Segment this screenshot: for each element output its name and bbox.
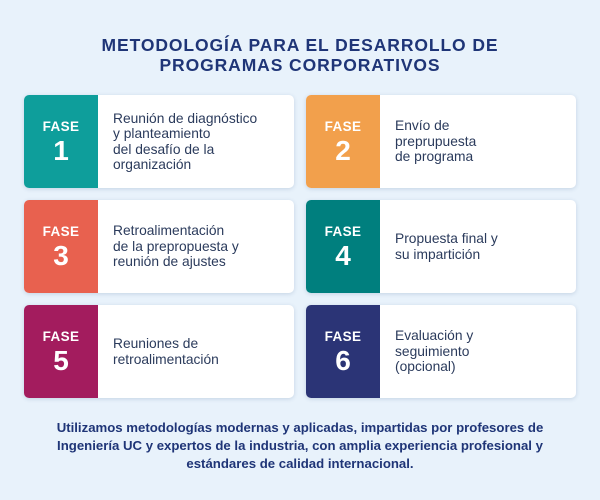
phase-badge-1 (24, 95, 98, 188)
phase-description: Reuniones de retroalimentación (113, 336, 219, 367)
phase-card-2 (306, 95, 576, 188)
title-line-2: PROGRAMAS CORPORATIVOS (159, 55, 441, 75)
phase-badge-2 (306, 95, 380, 188)
phase-label: FASE (324, 119, 362, 134)
title-line-1: METODOLOGÍA PARA EL DESARROLLO DE (101, 35, 499, 55)
phase-description: Envío de preprupuesta de programa (395, 118, 477, 165)
phase-number: 2 (335, 135, 351, 166)
phase-description: Propuesta final y su impartición (395, 231, 498, 262)
phase-number: 1 (53, 135, 69, 166)
phase-badge-5 (24, 305, 98, 398)
phase-card-4 (306, 200, 576, 293)
phase-badge-4 (306, 200, 380, 293)
phase-label: FASE (42, 224, 80, 239)
phase-card-6 (306, 305, 576, 398)
phase-number: 5 (53, 345, 69, 376)
phase-card-1 (24, 95, 294, 188)
phase-label: FASE (42, 119, 80, 134)
phase-badge-6 (306, 305, 380, 398)
phase-number: 6 (335, 345, 351, 376)
phase-number: 4 (335, 240, 351, 271)
footer-line-1: Utilizamos metodologías modernas y aplicadas, impartidas por profesores de (56, 420, 544, 435)
footer-text (0, 419, 600, 473)
phase-card-5 (24, 305, 294, 398)
phase-description: Retroalimentación de la prepropuesta y reunión de ajustes (113, 223, 239, 270)
footer-line-2: Ingeniería UC y expertos de la industria, con amplia experiencia profesional y (57, 438, 543, 453)
phase-description: Evaluación y seguimiento (opcional) (395, 328, 474, 375)
phase-label: FASE (324, 329, 362, 344)
phase-label: FASE (42, 329, 80, 344)
phase-description: Reunión de diagnóstico y planteamiento del desafío de la organización (113, 110, 258, 172)
phase-label: FASE (324, 224, 362, 239)
phase-number: 3 (53, 240, 69, 271)
page-title (0, 35, 600, 75)
phase-badge-3 (24, 200, 98, 293)
footer-line-3: estándares de calidad internacional. (186, 456, 414, 471)
phase-card-3 (24, 200, 294, 293)
